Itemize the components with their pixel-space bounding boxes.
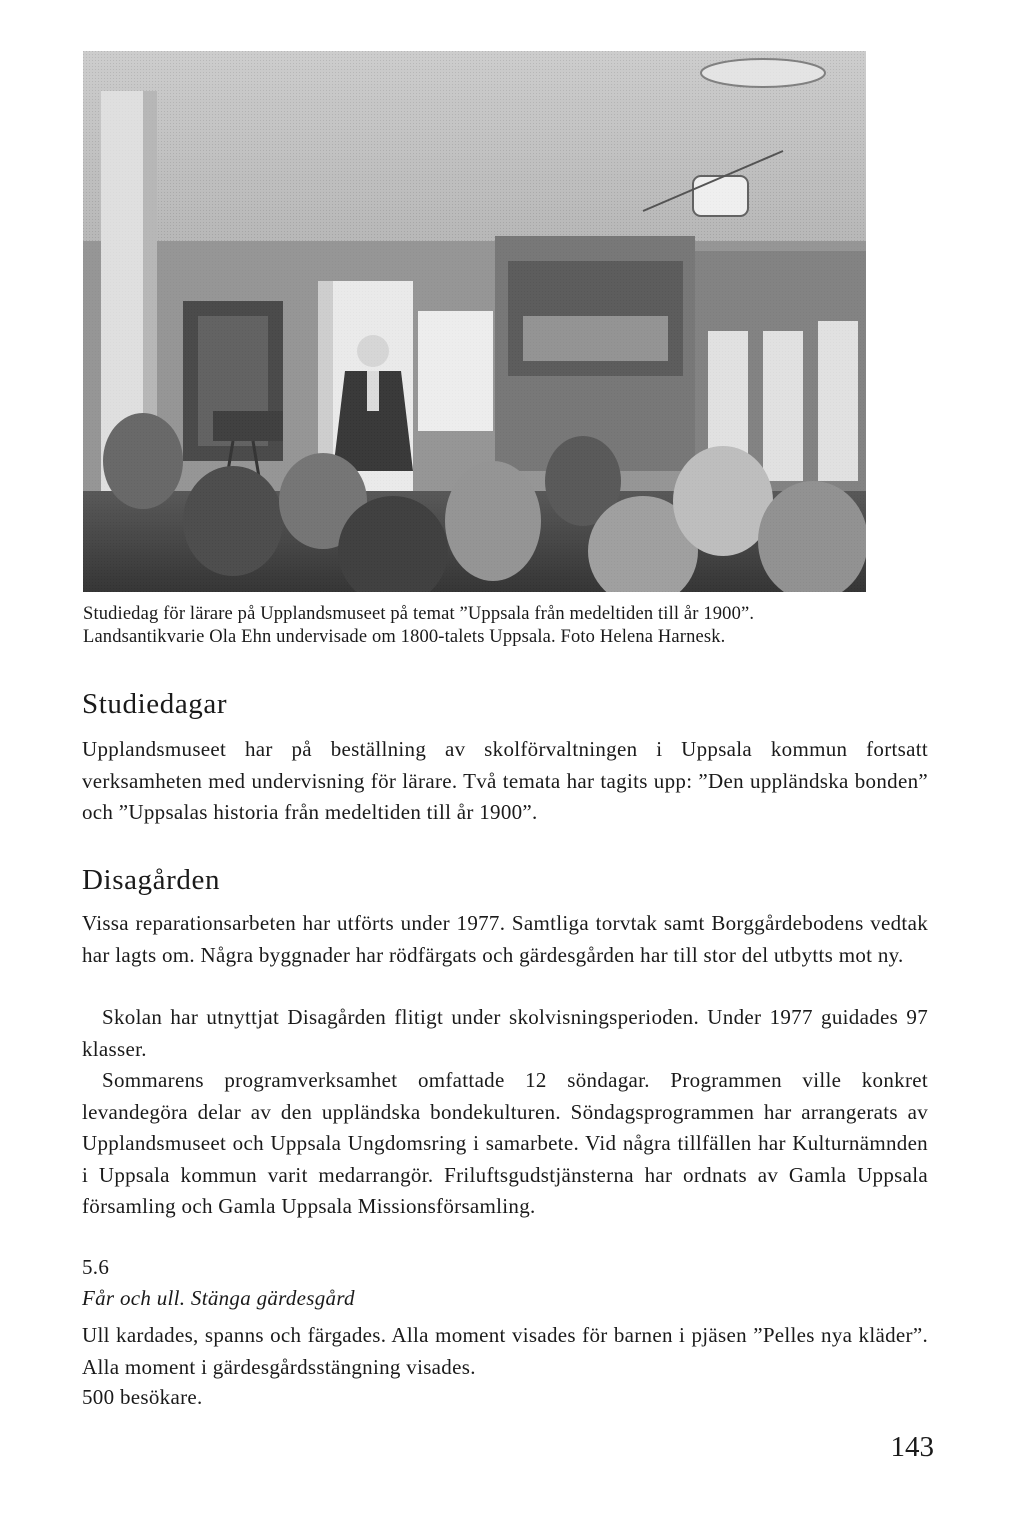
disagarden-paragraph-1: Vissa reparationsarbeten har utförts under 1977. Samtliga torvtak samt Borggårdebodens vedtak har lagts om. Några byggnader har rödfärgats och gärdesgården har till stor del utbytts mot ny. bbox=[82, 911, 928, 967]
section-heading-disagarden: Disagården bbox=[82, 864, 221, 896]
studiedagar-paragraph: Upplandsmuseet har på beställning av skolförvaltningen i Uppsala kommun fortsatt verksamheten med undervisning för lärare. Två temata har tagits upp: ”Den uppländska bonden” och ”Uppsalas historia från medeltiden till år 1900”. bbox=[82, 737, 928, 824]
page-number: 143 bbox=[890, 1431, 934, 1463]
program-visitors: 500 besökare. bbox=[82, 1385, 203, 1409]
section-heading-studiedagar: Studiedagar bbox=[82, 688, 228, 720]
photo-caption bbox=[83, 603, 933, 649]
program-title: Får och ull. Stänga gärdesgård bbox=[82, 1286, 355, 1310]
caption-line-2: Landsantikvarie Ola Ehn undervisade om 1800-talets Uppsala. Foto Helena Harnesk. bbox=[83, 627, 726, 647]
lecture-photo bbox=[83, 51, 866, 592]
program-date: 5.6 bbox=[82, 1255, 110, 1279]
photo-classroom-lecture-icon bbox=[83, 51, 866, 592]
caption-line-1: Studiedag för lärare på Upplandsmuseet på temat ”Uppsala från medeltiden till år 1900”. bbox=[83, 604, 755, 624]
disagarden-paragraph-2: Skolan har utnyttjat Disagården flitigt under skolvisningsperioden. Under 1977 guidades 97 klasser. bbox=[82, 1005, 928, 1061]
disagarden-paragraph-3: Sommarens programverksamhet omfattade 12 söndagar. Programmen ville konkret levandegöra delar av den uppländska bondekulturen. Söndagsprogrammen har arrangerats av Upplandsmuseet och Uppsala Ungdomsring i samarbete. Vid några tillfällen har Kulturnämnden i Uppsala kommun varit medarrangör. Friluftsgudstjänsterna har ordnats av Gamla Uppsala församling och Gamla Uppsala Missionsförsamling. bbox=[82, 1068, 928, 1218]
program-description: Ull kardades, spanns och färgades. Alla moment visades för barnen i pjäsen ”Pelles nya kläder”. Alla moment i gärdesgårdsstängning visades. bbox=[82, 1323, 928, 1379]
